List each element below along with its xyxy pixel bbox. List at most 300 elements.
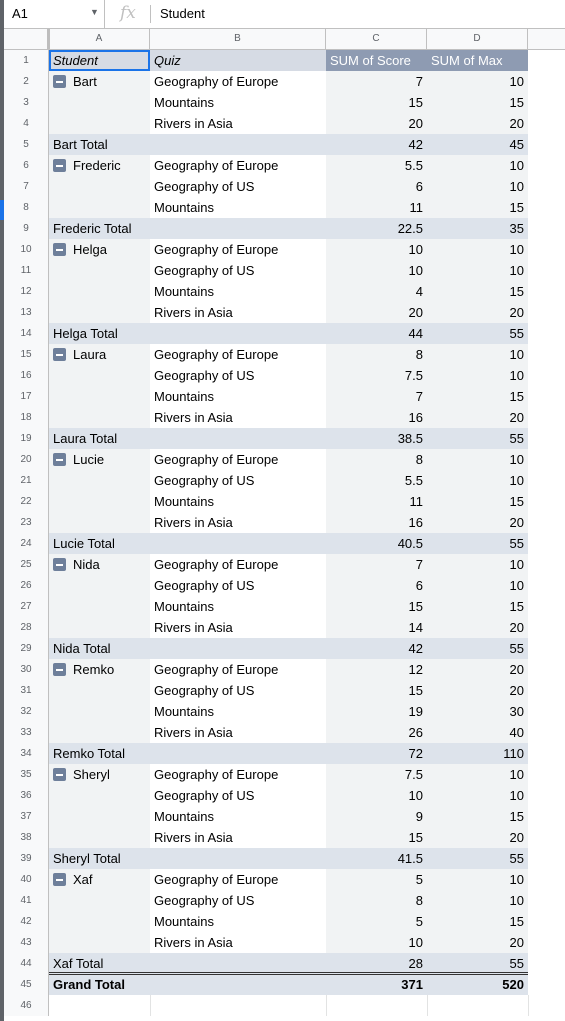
row-number[interactable]: 43 — [4, 932, 49, 953]
cell-quiz[interactable]: Geography of Europe — [154, 158, 279, 173]
table-row — [4, 596, 565, 617]
cell-sum-max[interactable]: 20 — [509, 116, 524, 131]
table-row — [4, 407, 565, 428]
row-number[interactable]: 5 — [4, 134, 49, 155]
table-row — [4, 344, 565, 365]
cell-sum-score[interactable]: 20 — [408, 116, 423, 131]
cell-quiz[interactable]: Mountains — [154, 95, 214, 110]
cell-sum-score[interactable]: 16 — [408, 410, 423, 425]
cell-sum-score[interactable]: 10 — [408, 263, 423, 278]
cell-student[interactable]: Frederic Total — [53, 221, 132, 236]
cell-student-label: Frederic — [73, 158, 121, 173]
cell-sum-score[interactable]: 16 — [408, 515, 423, 530]
cell-student-label: Laura — [73, 347, 107, 362]
row-number[interactable]: 9 — [4, 218, 49, 239]
row-number[interactable]: 21 — [4, 470, 49, 491]
cell-student[interactable] — [49, 512, 150, 533]
table-row — [4, 575, 565, 596]
row-number[interactable]: 7 — [4, 176, 49, 197]
cell-student[interactable]: Helga Total — [53, 326, 118, 341]
row-number[interactable]: 44 — [4, 953, 49, 974]
cell-student[interactable] — [49, 995, 150, 1016]
cell-sum-score[interactable]: 5.5 — [404, 473, 423, 488]
row-number[interactable]: 15 — [4, 344, 49, 365]
header-row — [4, 50, 565, 71]
cell-sum-max[interactable]: 10 — [509, 788, 524, 803]
row-number[interactable]: 12 — [4, 281, 49, 302]
cell-sum-max[interactable]: 20 — [509, 683, 524, 698]
total-row — [4, 533, 565, 554]
cell-sum-max[interactable]: 55 — [509, 956, 524, 971]
cell-sum-score[interactable]: 4 — [415, 284, 423, 299]
cell-sum-max[interactable]: 55 — [509, 431, 524, 446]
row-number[interactable]: 25 — [4, 554, 49, 575]
cell-sum-max[interactable]: 35 — [509, 221, 524, 236]
cell-student[interactable] — [49, 386, 150, 407]
row-number[interactable]: 8 — [4, 197, 49, 218]
cell-sum-score[interactable]: 72 — [408, 746, 423, 761]
row-number[interactable]: 31 — [4, 680, 49, 701]
cell-sum-max[interactable]: 55 — [509, 851, 524, 866]
cell-sum-max[interactable]: 10 — [509, 263, 524, 278]
table-row — [4, 365, 565, 386]
cell-student[interactable]: Nida Total — [53, 641, 111, 656]
cell-quiz[interactable]: Geography of US — [154, 368, 255, 383]
cell-student[interactable]: Laura Total — [53, 431, 118, 446]
cell-quiz[interactable]: Mountains — [154, 494, 214, 509]
row-number[interactable]: 11 — [4, 260, 49, 281]
cell-sum-score[interactable]: 7.5 — [404, 767, 423, 782]
row-number[interactable]: 34 — [4, 743, 49, 764]
header-sum-max[interactable]: SUM of Max — [431, 53, 503, 68]
total-row — [4, 848, 565, 869]
cell-sum-max[interactable]: 15 — [509, 809, 524, 824]
cell-sum-score[interactable]: 42 — [408, 137, 423, 152]
row-number[interactable]: 46 — [4, 995, 49, 1016]
table-row — [4, 386, 565, 407]
table-row — [4, 701, 565, 722]
cell-sum-max[interactable]: 20 — [509, 515, 524, 530]
cell-quiz[interactable]: Geography of US — [154, 179, 255, 194]
select-all-corner[interactable] — [4, 29, 49, 49]
row-number[interactable]: 19 — [4, 428, 49, 449]
total-row — [4, 953, 565, 974]
cell-student-label: Bart — [73, 74, 97, 89]
cell-sum-score[interactable]: 371 — [401, 977, 423, 992]
table-row — [4, 260, 565, 281]
cell-student[interactable] — [49, 491, 150, 512]
row-number[interactable]: 40 — [4, 869, 49, 890]
cell-quiz[interactable]: Mountains — [154, 389, 214, 404]
table-row — [4, 722, 565, 743]
cell-quiz[interactable]: Mountains — [154, 599, 214, 614]
table-row — [4, 92, 565, 113]
cell-student-label: Lucie — [73, 452, 105, 467]
table-row — [4, 932, 565, 953]
cell-quiz[interactable]: Rivers in Asia — [154, 935, 233, 950]
cell-student[interactable] — [49, 260, 150, 281]
cell-sum-max[interactable]: 15 — [509, 914, 524, 929]
cell-student[interactable] — [49, 827, 150, 848]
cell-sum-max[interactable]: 55 — [509, 536, 524, 551]
cell-sum-max[interactable]: 10 — [509, 74, 524, 89]
cell-student-label: Remko — [73, 662, 115, 677]
table-row — [4, 680, 565, 701]
table-row — [4, 176, 565, 197]
cell-sum-score[interactable]: 22.5 — [397, 221, 423, 236]
cell-quiz[interactable]: Geography of Europe — [154, 557, 279, 572]
cell-sum-max[interactable]: 30 — [509, 704, 524, 719]
name-box-value: A1 — [12, 6, 28, 21]
cell-sum-max[interactable]: 10 — [509, 473, 524, 488]
header-quiz[interactable]: Quiz — [154, 53, 181, 68]
chevron-down-icon[interactable]: ▼ — [90, 7, 99, 17]
row-number[interactable]: 37 — [4, 806, 49, 827]
cell-quiz[interactable]: Rivers in Asia — [154, 830, 233, 845]
total-row — [4, 974, 565, 995]
table-row — [4, 806, 565, 827]
cell-student[interactable] — [49, 701, 150, 722]
row-number[interactable]: 29 — [4, 638, 49, 659]
collapse-minus-icon[interactable] — [53, 453, 66, 466]
cell-student[interactable]: Bart Total — [53, 137, 108, 152]
row-number[interactable]: 14 — [4, 323, 49, 344]
cell-sum-max[interactable]: 10 — [509, 452, 524, 467]
cell-student[interactable] — [49, 554, 150, 575]
cell-student[interactable] — [49, 92, 150, 113]
cell-sum-max[interactable]: 10 — [509, 368, 524, 383]
cell-quiz[interactable]: Mountains — [154, 200, 214, 215]
cell-quiz[interactable]: Geography of Europe — [154, 662, 279, 677]
row-number[interactable]: 42 — [4, 911, 49, 932]
row-number[interactable]: 4 — [4, 113, 49, 134]
cell-sum-max[interactable]: 15 — [509, 284, 524, 299]
cell-sum-score[interactable]: 15 — [408, 830, 423, 845]
cell-student-label: Sheryl — [73, 767, 110, 782]
cell-sum-max[interactable]: 10 — [509, 767, 524, 782]
cell-student[interactable] — [49, 722, 150, 743]
table-row — [4, 197, 565, 218]
cell-sum-score[interactable]: 41.5 — [397, 851, 423, 866]
cell-student[interactable] — [49, 932, 150, 953]
row-number[interactable]: 39 — [4, 848, 49, 869]
cell-sum-score[interactable]: 12 — [408, 662, 423, 677]
table-row — [4, 869, 565, 890]
cell-quiz[interactable]: Mountains — [154, 914, 214, 929]
cell-quiz[interactable]: Geography of Europe — [154, 347, 279, 362]
cell-quiz[interactable]: Geography of US — [154, 893, 255, 908]
column-header-bar — [4, 29, 565, 50]
column-header-d[interactable]: D — [427, 29, 528, 49]
cell-sum-max[interactable]: 20 — [509, 830, 524, 845]
cell-student[interactable] — [49, 407, 150, 428]
formula-separator — [150, 5, 151, 23]
cell-quiz[interactable]: Geography of US — [154, 263, 255, 278]
cell-quiz[interactable]: Rivers in Asia — [154, 305, 233, 320]
cell-quiz[interactable]: Geography of US — [154, 578, 255, 593]
cell-student[interactable]: Sheryl Total — [53, 851, 121, 866]
table-row — [4, 890, 565, 911]
cell-student[interactable] — [49, 575, 150, 596]
cell-student[interactable] — [49, 806, 150, 827]
cell-sum-score[interactable]: 14 — [408, 620, 423, 635]
row-number[interactable]: 6 — [4, 155, 49, 176]
cell-student[interactable] — [49, 155, 150, 176]
cell-sum-max[interactable]: 20 — [509, 620, 524, 635]
row-number[interactable]: 41 — [4, 890, 49, 911]
cell-sum-score[interactable]: 40.5 — [397, 536, 423, 551]
table-row — [4, 113, 565, 134]
cell-sum-score[interactable]: 26 — [408, 725, 423, 740]
cell-student[interactable] — [49, 680, 150, 701]
cell-sum-score[interactable]: 6 — [415, 179, 423, 194]
formula-bar — [4, 0, 565, 29]
cell-sum-score[interactable]: 8 — [415, 893, 423, 908]
cell-student[interactable] — [49, 617, 150, 638]
cell-quiz[interactable] — [150, 995, 326, 1016]
cell-quiz[interactable]: Mountains — [154, 704, 214, 719]
cell-student[interactable] — [49, 470, 150, 491]
row-number[interactable]: 22 — [4, 491, 49, 512]
cell-student[interactable] — [49, 596, 150, 617]
row-number[interactable]: 13 — [4, 302, 49, 323]
total-row — [4, 134, 565, 155]
cell-sum-score[interactable]: 5 — [415, 872, 423, 887]
cell-sum-max[interactable]: 10 — [509, 557, 524, 572]
cell-sum-score[interactable]: 7 — [415, 389, 423, 404]
cell-student[interactable] — [49, 281, 150, 302]
cell-sum-score[interactable]: 7.5 — [404, 368, 423, 383]
table-row — [4, 155, 565, 176]
grid-line — [528, 995, 529, 1016]
cell-sum-max[interactable]: 45 — [509, 137, 524, 152]
row-number[interactable]: 10 — [4, 239, 49, 260]
table-row — [4, 785, 565, 806]
cell-student[interactable]: Grand Total — [53, 977, 125, 992]
cell-sum-max[interactable] — [427, 995, 528, 1016]
cell-sum-max[interactable]: 10 — [509, 872, 524, 887]
header-sum-score[interactable]: SUM of Score — [330, 53, 411, 68]
cell-quiz[interactable]: Geography of Europe — [154, 452, 279, 467]
cell-sum-score[interactable]: 28 — [408, 956, 423, 971]
total-row — [4, 743, 565, 764]
selected-cell-outline — [49, 50, 150, 71]
total-row — [4, 323, 565, 344]
row-number[interactable]: 1 — [4, 50, 49, 71]
table-row — [4, 764, 565, 785]
cell-sum-score[interactable]: 15 — [408, 95, 423, 110]
table-row — [4, 239, 565, 260]
table-row — [4, 470, 565, 491]
collapse-minus-icon[interactable] — [53, 873, 66, 886]
cell-sum-score[interactable]: 8 — [415, 347, 423, 362]
cell-student[interactable] — [49, 764, 150, 785]
table-row — [4, 281, 565, 302]
row-number[interactable]: 17 — [4, 386, 49, 407]
row-number[interactable]: 35 — [4, 764, 49, 785]
row-number[interactable]: 45 — [4, 974, 49, 995]
cell-quiz[interactable]: Rivers in Asia — [154, 410, 233, 425]
total-row — [4, 638, 565, 659]
table-row — [4, 491, 565, 512]
cell-sum-max[interactable]: 15 — [509, 95, 524, 110]
cell-sum-max[interactable]: 10 — [509, 578, 524, 593]
cell-sum-max[interactable]: 55 — [509, 326, 524, 341]
cell-student[interactable] — [49, 176, 150, 197]
cell-student[interactable] — [49, 785, 150, 806]
cell-sum-max[interactable]: 110 — [503, 746, 524, 761]
cell-sum-score[interactable]: 11 — [409, 494, 423, 509]
table-row — [4, 995, 565, 1016]
cell-quiz[interactable]: Mountains — [154, 809, 214, 824]
cell-quiz[interactable]: Geography of Europe — [154, 872, 279, 887]
cell-student[interactable] — [49, 449, 150, 470]
cell-sum-score[interactable]: 19 — [408, 704, 423, 719]
cell-student-label: Xaf — [73, 872, 93, 887]
cell-quiz[interactable]: Mountains — [154, 284, 214, 299]
row-number[interactable]: 18 — [4, 407, 49, 428]
table-row — [4, 911, 565, 932]
cell-sum-score[interactable]: 10 — [408, 788, 423, 803]
row-number[interactable]: 16 — [4, 365, 49, 386]
cell-quiz[interactable]: Rivers in Asia — [154, 725, 233, 740]
cell-sum-max[interactable]: 10 — [509, 179, 524, 194]
cell-sum-score[interactable]: 7 — [415, 557, 423, 572]
cell-student[interactable]: Remko Total — [53, 746, 126, 761]
cell-sum-max[interactable]: 15 — [509, 200, 524, 215]
header-student[interactable]: Student — [53, 53, 98, 68]
formula-input[interactable]: Student — [160, 6, 205, 21]
table-row — [4, 827, 565, 848]
cell-sum-max[interactable]: 15 — [509, 599, 524, 614]
cell-sum-score[interactable] — [326, 995, 427, 1016]
row-number[interactable]: 36 — [4, 785, 49, 806]
cell-sum-score[interactable]: 5 — [415, 914, 423, 929]
table-row — [4, 512, 565, 533]
cell-sum-score[interactable]: 5.5 — [404, 158, 423, 173]
cell-sum-score[interactable]: 44 — [408, 326, 423, 341]
cell-student[interactable] — [49, 344, 150, 365]
collapse-minus-icon[interactable] — [53, 243, 66, 256]
column-header-c[interactable]: C — [326, 29, 427, 49]
collapse-minus-icon[interactable] — [53, 768, 66, 781]
row-number[interactable]: 38 — [4, 827, 49, 848]
cell-sum-score[interactable]: 15 — [408, 599, 423, 614]
cell-sum-score[interactable]: 6 — [415, 578, 423, 593]
cell-sum-score[interactable]: 10 — [408, 242, 423, 257]
cell-sum-score[interactable]: 38.5 — [397, 431, 423, 446]
cell-student[interactable] — [49, 890, 150, 911]
column-header-a[interactable]: A — [49, 29, 150, 49]
cell-student[interactable] — [49, 197, 150, 218]
cell-sum-max[interactable]: 20 — [509, 410, 524, 425]
cell-student[interactable] — [49, 239, 150, 260]
grand-total-double-line — [49, 972, 528, 975]
cell-student[interactable]: Lucie Total — [53, 536, 115, 551]
row-number[interactable]: 2 — [4, 71, 49, 92]
table-row — [4, 659, 565, 680]
cell-sum-max[interactable]: 520 — [502, 977, 524, 992]
column-header-b[interactable]: B — [150, 29, 326, 49]
cell-student[interactable] — [49, 302, 150, 323]
table-row — [4, 71, 565, 92]
row-number[interactable]: 28 — [4, 617, 49, 638]
cell-student[interactable] — [49, 869, 150, 890]
cell-quiz[interactable]: Geography of US — [154, 788, 255, 803]
cell-sum-max[interactable]: 20 — [509, 305, 524, 320]
cell-sum-score[interactable]: 9 — [415, 809, 423, 824]
total-row — [4, 428, 565, 449]
cell-quiz[interactable]: Geography of Europe — [154, 74, 279, 89]
cell-quiz[interactable]: Geography of Europe — [154, 242, 279, 257]
cell-sum-score[interactable]: 8 — [415, 452, 423, 467]
cell-sum-max[interactable]: 10 — [509, 242, 524, 257]
row-number[interactable]: 33 — [4, 722, 49, 743]
cell-sum-score[interactable]: 42 — [408, 641, 423, 656]
table-row — [4, 302, 565, 323]
row-number[interactable]: 26 — [4, 575, 49, 596]
cell-student[interactable] — [49, 71, 150, 92]
cell-sum-max[interactable]: 10 — [509, 893, 524, 908]
cell-sum-max[interactable]: 55 — [509, 641, 524, 656]
row-number[interactable]: 20 — [4, 449, 49, 470]
table-row — [4, 449, 565, 470]
cell-student-label: Helga — [73, 242, 107, 257]
name-box[interactable] — [4, 0, 105, 28]
cell-student[interactable]: Xaf Total — [53, 956, 104, 971]
collapse-minus-icon[interactable] — [53, 75, 66, 88]
cell-sum-score[interactable]: 10 — [408, 935, 423, 950]
cell-sum-score[interactable]: 11 — [409, 200, 423, 215]
cell-quiz[interactable]: Rivers in Asia — [154, 620, 233, 635]
cell-quiz[interactable]: Rivers in Asia — [154, 515, 233, 530]
row-number[interactable]: 30 — [4, 659, 49, 680]
cell-sum-max[interactable]: 10 — [509, 158, 524, 173]
cell-student[interactable] — [49, 659, 150, 680]
collapse-minus-icon[interactable] — [53, 348, 66, 361]
cell-sum-score[interactable]: 20 — [408, 305, 423, 320]
cell-student[interactable] — [49, 113, 150, 134]
cell-student[interactable] — [49, 365, 150, 386]
collapse-minus-icon[interactable] — [53, 558, 66, 571]
cell-sum-max[interactable]: 15 — [509, 389, 524, 404]
cell-quiz[interactable]: Rivers in Asia — [154, 116, 233, 131]
total-row — [4, 218, 565, 239]
cell-sum-max[interactable]: 10 — [509, 347, 524, 362]
fx-icon: fx — [120, 3, 136, 23]
collapse-minus-icon[interactable] — [53, 663, 66, 676]
cell-student[interactable] — [49, 911, 150, 932]
cell-quiz[interactable]: Geography of US — [154, 473, 255, 488]
table-row — [4, 617, 565, 638]
cell-sum-max[interactable]: 20 — [509, 662, 524, 677]
cell-quiz[interactable]: Geography of US — [154, 683, 255, 698]
row-number[interactable]: 23 — [4, 512, 49, 533]
cell-sum-max[interactable]: 40 — [509, 725, 524, 740]
row-number[interactable]: 24 — [4, 533, 49, 554]
collapse-minus-icon[interactable] — [53, 159, 66, 172]
cell-sum-max[interactable]: 20 — [509, 935, 524, 950]
table-row — [4, 554, 565, 575]
cell-sum-score[interactable]: 15 — [408, 683, 423, 698]
cell-sum-max[interactable]: 15 — [509, 494, 524, 509]
cell-sum-score[interactable]: 7 — [415, 74, 423, 89]
row-number[interactable]: 3 — [4, 92, 49, 113]
row-number[interactable]: 32 — [4, 701, 49, 722]
cell-student-label: Nida — [73, 557, 100, 572]
cell-quiz[interactable]: Geography of Europe — [154, 767, 279, 782]
row-number[interactable]: 27 — [4, 596, 49, 617]
